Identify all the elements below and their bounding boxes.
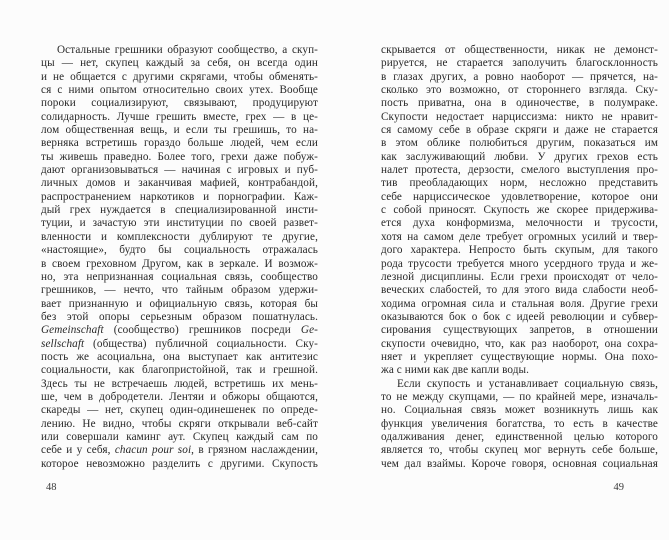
text-line: является то, чтобы скупец мог вернуть себе больше, bbox=[381, 444, 658, 457]
text-line: «настоящие», будто бы социальность отражалась bbox=[41, 244, 318, 257]
text-line: с собой приносят. Скупость же скорее придержива- bbox=[381, 204, 658, 217]
text-line: дый грех нуждается в специализированной инсти- bbox=[41, 204, 318, 217]
text-line: сирования существующих запретов, в отношении bbox=[381, 324, 658, 337]
text-line: дого характера. Непросто быть скупым, для такого bbox=[381, 244, 658, 257]
text-line: ты живешь праведно. Более того, грехи даже побуж- bbox=[41, 150, 318, 163]
text-line: рода трусости требуется много усердного труда и же- bbox=[381, 257, 658, 270]
text-line: ходима огромная сила и стальная воля. Другие грехи bbox=[381, 297, 658, 310]
text-line: функция увеличения богатства, то есть в качестве bbox=[381, 417, 658, 430]
text-line: ется духа конформизма, мелочности и трусости, bbox=[381, 217, 658, 230]
text-line: грешников, — нечто, что тайным образом удержи- bbox=[41, 284, 318, 297]
text-line: sellschaft (общества) публичной социальности. Ску- bbox=[41, 337, 318, 350]
text-line: вает признанную и официальную связь, которая бы bbox=[41, 297, 318, 310]
text-line: туции, и зачастую эти институции по своей развет- bbox=[41, 217, 318, 230]
text-line: и не общается с другими скрягами, чтобы обменять- bbox=[41, 70, 318, 83]
text-line: ся с ними опытом относительно своих утех. Вообще bbox=[41, 84, 318, 97]
text-line: пороки социализируют, связывают, продуцируют bbox=[41, 97, 318, 110]
page-number-right: 49 bbox=[613, 482, 624, 493]
text-line: Остальные грешники образуют сообщество, а скуп- bbox=[57, 44, 318, 56]
text-line: Если скупость и устанавливает социальную связь, bbox=[397, 377, 658, 390]
text-line: сколько это возможно, от стороннего взгляда. Ску- bbox=[381, 84, 658, 97]
text-line: скареды — нет, скупец один-одинешенек по опреде- bbox=[41, 404, 318, 417]
text-line: жа с ними как две капли воды. bbox=[381, 364, 530, 377]
text-line: которое невозможно разделить с другими. Скупость bbox=[41, 457, 318, 470]
text-line: пость же асоциальна, она выступает как антитезис bbox=[41, 350, 318, 363]
text-line: лезной дисциплины. Если грехи происходят от чело- bbox=[381, 270, 658, 283]
text-line: в своем греховном Другом, как в зеркале. И возмож- bbox=[41, 257, 318, 270]
text-line: налет протеста, дерзости, смелого выступления про- bbox=[381, 164, 658, 177]
text-line: но. Социальная связь может возникнуть лишь как bbox=[381, 404, 658, 417]
text-line: рируется, не старается заполучить благосклонность bbox=[381, 57, 658, 70]
text-line: распространением наркотиков и порнографии. Каж- bbox=[41, 190, 318, 203]
text-line: себе и у себя, chacun pour soi, в грязном наслаждении, bbox=[41, 444, 318, 457]
text-line: но, эта непризнанная социальная связь, сообщество bbox=[41, 270, 318, 283]
text-line: верняка встретишь гораздо больше людей, чем если bbox=[41, 137, 318, 150]
text-line: чем дал взаймы. Короче говоря, основная социальная bbox=[381, 457, 658, 470]
text-line: в этом облике полюбиться другим, показаться им bbox=[381, 137, 658, 150]
left-page-text-column bbox=[41, 44, 318, 471]
text-line: или совершали каминг аут. Скупец каждый сам по bbox=[41, 430, 318, 443]
text-line: социальности, как благопристойной, так и грешной. bbox=[41, 364, 318, 377]
text-line: лом общественная вещь, и если ты грешишь, то на- bbox=[41, 124, 318, 137]
text-line: скупости очевидно, что, как раз наоборот, она сохра- bbox=[381, 337, 658, 350]
text-line: пость приватна, она в одиночестве, в полумраке. bbox=[381, 97, 658, 110]
text-line: лению. Не видно, чтобы скряги открывали веб-сайт bbox=[41, 417, 318, 430]
text-line: солидарность. Лучше грешить вместе, грех — в це- bbox=[41, 110, 318, 123]
text-line: одалживания денег, единственной целью которого bbox=[381, 430, 658, 443]
text-line: хотя на самом деле требует огромных усилий и твер- bbox=[381, 230, 658, 243]
text-line: в глазах других, а ровно наоборот — прячется, на- bbox=[381, 70, 658, 83]
text-line: цы — нет, скупец каждый за себя, он всегда один bbox=[41, 57, 318, 70]
text-line: няет и укрепляет существующие нормы. Она похо- bbox=[381, 350, 658, 363]
text-line: ше, чем в добродетели. Лентяи и обжоры общаются, bbox=[41, 390, 318, 403]
text-line: как заслуживающий любви. У других грехов есть bbox=[381, 150, 658, 163]
text-line: тив преобладающих норм, несложно представить bbox=[381, 177, 658, 190]
text-line: веческих слабостей, то для этого вида слабости необ- bbox=[381, 284, 658, 297]
text-line: ся самому себе в образе скряги и даже не старается bbox=[381, 124, 658, 137]
text-line: то не между скупцами, — по крайней мере, изначаль- bbox=[381, 390, 658, 403]
text-line: скрывается от общественности, никак не демонст- bbox=[381, 44, 658, 56]
text-line: без этой опоры серьезным образом пошатнулась. bbox=[41, 310, 318, 323]
text-line: дают организовываться — начиная с игровых и пуб- bbox=[41, 164, 318, 177]
text-line: вленности и комплексности дублируют те другие, bbox=[41, 230, 318, 243]
text-line: Gemeinschaft (сообщество) грешников посреди Ge- bbox=[41, 324, 318, 337]
right-page-text-column bbox=[381, 44, 658, 471]
text-line: личных домов и заканчивая мафией, контрабандой, bbox=[41, 177, 318, 190]
page-number-left: 48 bbox=[46, 482, 57, 493]
text-line: Скупости недостает нарциссизма: никто не нравит- bbox=[381, 110, 658, 123]
text-line: Здесь ты не встречаешь людей, встретишь их мень- bbox=[41, 377, 318, 390]
text-line: себе нарциссическое удовлетворение, которое они bbox=[381, 190, 658, 203]
text-line: оказываются бок о бок с идеей революции и субвер- bbox=[381, 310, 658, 323]
